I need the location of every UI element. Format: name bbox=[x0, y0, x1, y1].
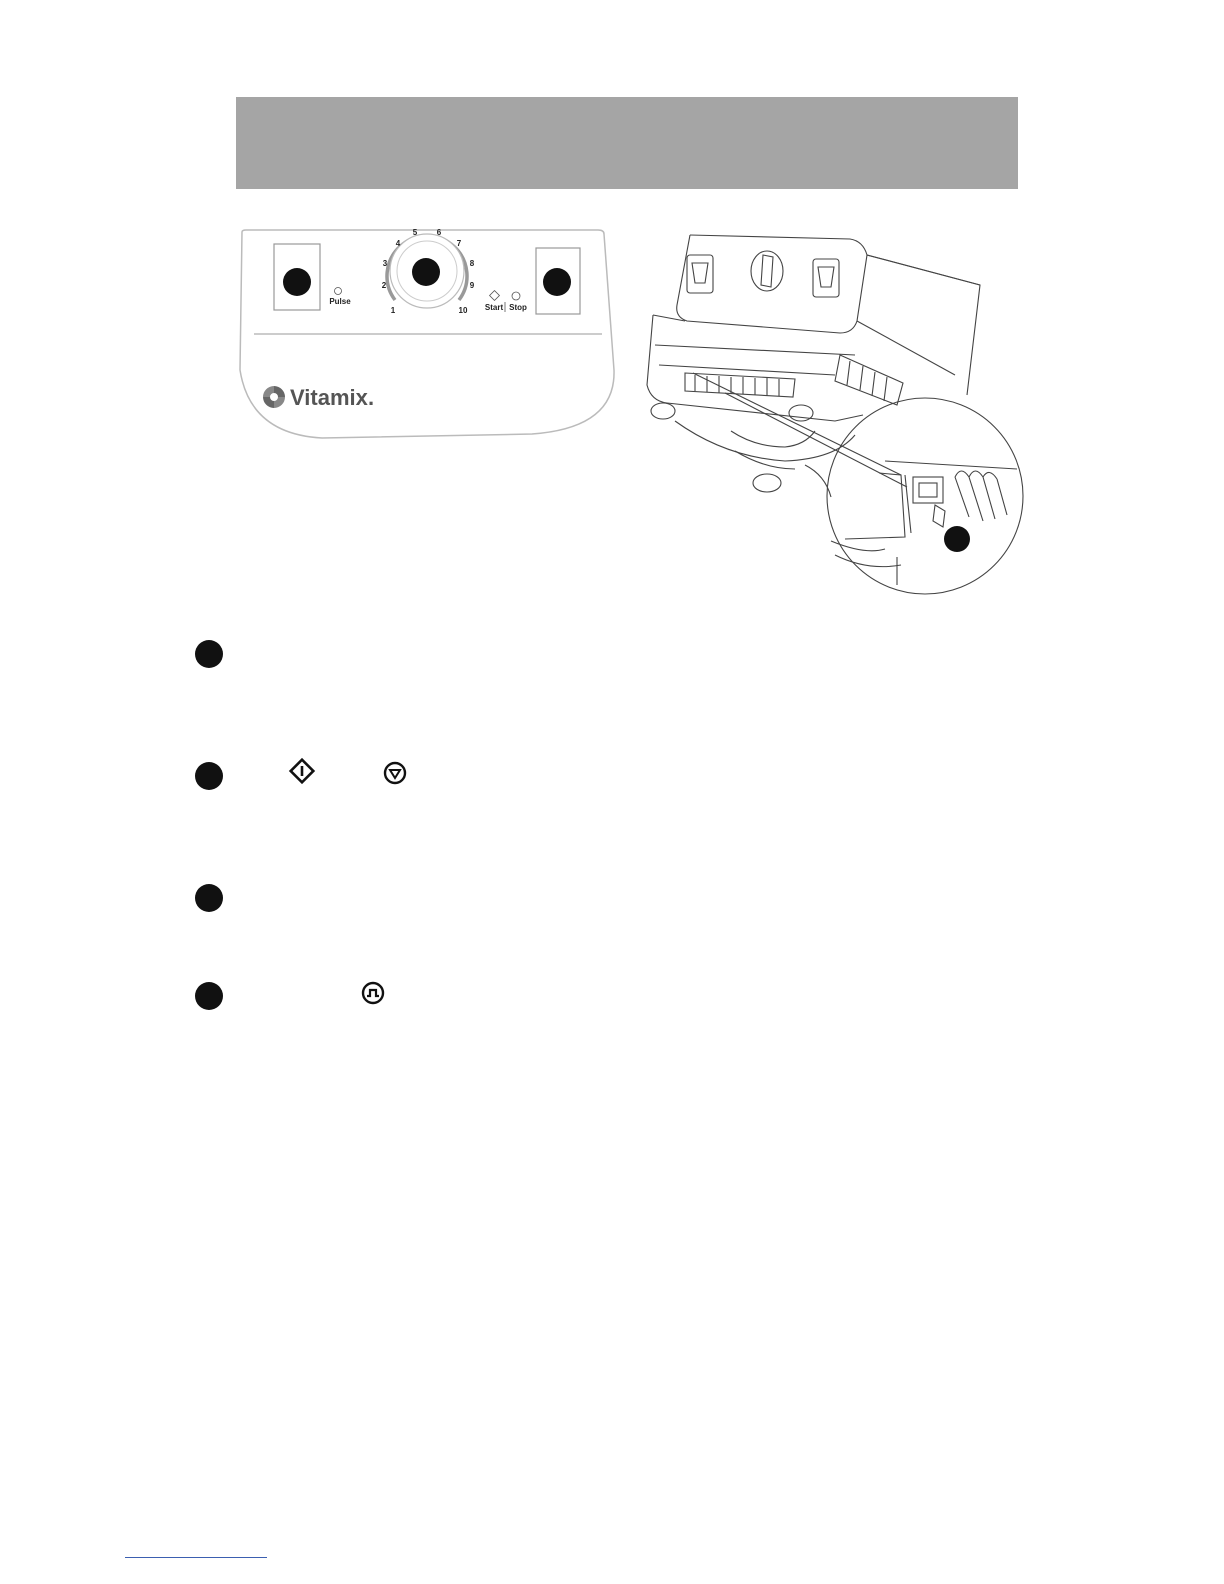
dial-number-7: 7 bbox=[456, 239, 462, 248]
start-diamond-icon bbox=[288, 757, 316, 785]
callout-marker-4 bbox=[944, 526, 970, 552]
dial-number-5: 5 bbox=[412, 228, 418, 237]
pulse-wave-icon bbox=[360, 980, 386, 1006]
list-bullet-1 bbox=[195, 640, 223, 668]
dial-number-2: 2 bbox=[381, 281, 387, 290]
section-header-band bbox=[236, 97, 1018, 189]
brand-period: . bbox=[368, 385, 375, 410]
footnote-rule bbox=[125, 1557, 267, 1558]
blender-base-illustration bbox=[635, 225, 1025, 597]
pulse-label: Pulse bbox=[329, 297, 351, 306]
dial-number-3: 3 bbox=[382, 259, 388, 268]
list-bullet-3 bbox=[195, 884, 223, 912]
marker-start-stop-switch bbox=[543, 268, 571, 296]
dial-number-9: 9 bbox=[469, 281, 475, 290]
dial-number-10: 10 bbox=[458, 306, 468, 315]
stop-triangle-icon bbox=[382, 760, 408, 786]
dial-number-1: 1 bbox=[390, 306, 396, 315]
start-label: Start bbox=[484, 303, 504, 312]
brand-name: Vitamix bbox=[290, 385, 368, 410]
control-panel-illustration bbox=[232, 220, 622, 445]
marker-speed-dial bbox=[412, 258, 440, 286]
dial-number-8: 8 bbox=[469, 259, 475, 268]
dial-number-6: 6 bbox=[436, 228, 442, 237]
list-bullet-2 bbox=[195, 762, 223, 790]
dial-number-4: 4 bbox=[395, 239, 401, 248]
stop-label: Stop bbox=[509, 303, 527, 312]
marker-pulse-button bbox=[283, 268, 311, 296]
list-bullet-4 bbox=[195, 982, 223, 1010]
